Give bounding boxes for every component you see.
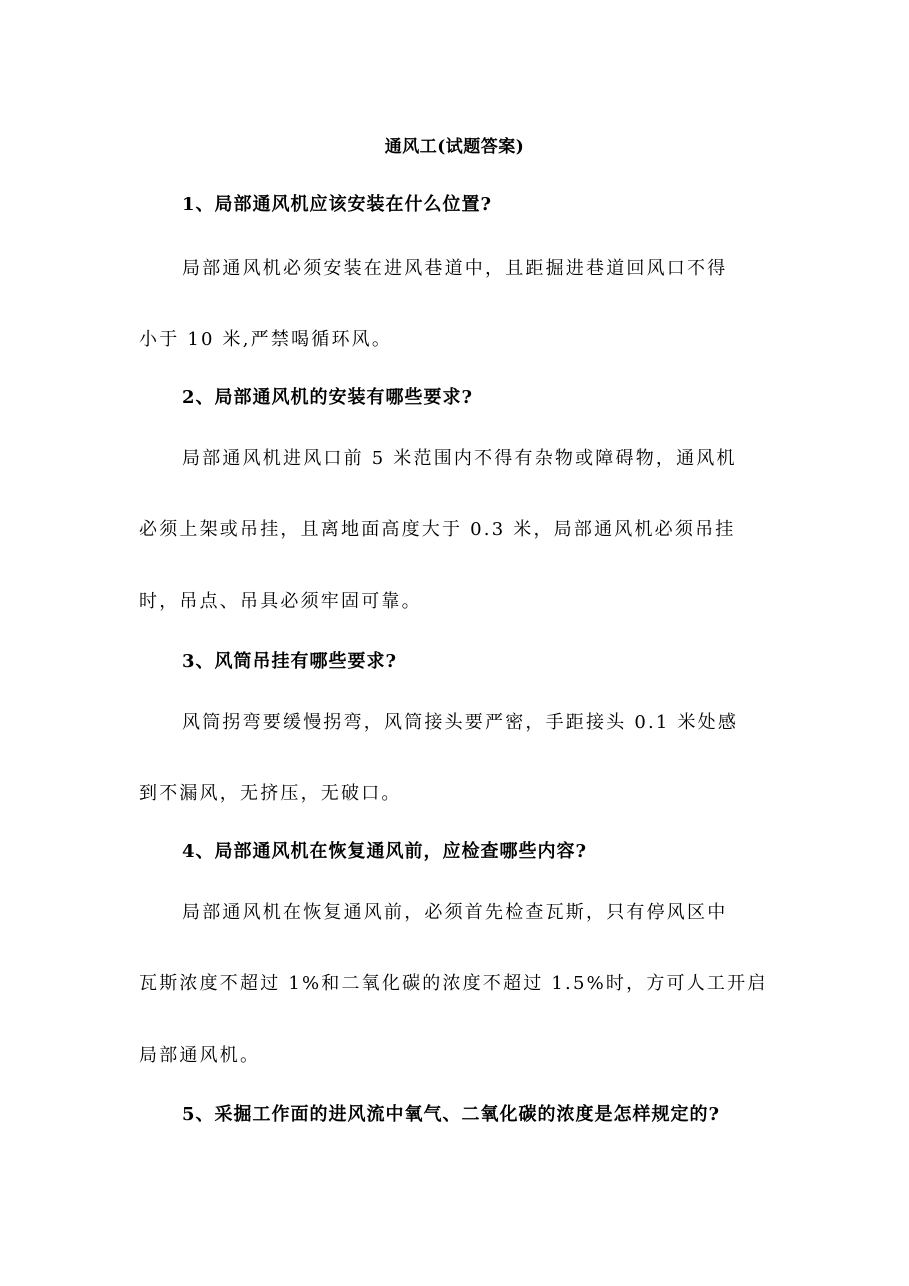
answer-1-line-2: 小于 10 米,严禁喝循环风。	[139, 329, 393, 350]
answer-4-line-2: 瓦斯浓度不超过 1%和二氧化碳的浓度不超过 1.5%时，方可人工开启	[139, 973, 768, 994]
answer-1-line-1: 局部通风机必须安装在进风巷道中，且距掘进巷道回风口不得	[182, 258, 728, 279]
question-1: 1、局部通风机应该安装在什么位置?	[182, 194, 493, 215]
question-2: 2、局部通风机的安装有哪些要求?	[182, 387, 474, 408]
question-3: 3、风筒吊挂有哪些要求?	[182, 651, 398, 672]
answer-2-line-2: 必须上架或吊挂，且离地面高度大于 0.3 米，局部通风机必须吊挂	[139, 519, 736, 540]
question-5: 5、采掘工作面的进风流中氧气、二氧化碳的浓度是怎样规定的?	[182, 1104, 721, 1125]
answer-3-line-2: 到不漏风，无挤压，无破口。	[139, 783, 402, 804]
question-4: 4、局部通风机在恢复通风前，应检查哪些内容?	[182, 841, 588, 862]
answer-4-line-3: 局部通风机。	[139, 1045, 261, 1066]
answer-3-line-1: 风筒拐弯要缓慢拐弯，风筒接头要严密，手距接头 0.1 米处感	[182, 712, 739, 733]
document-title: 通风工(试题答案)	[384, 137, 525, 157]
answer-2-line-3: 时，吊点、吊具必须牢固可靠。	[139, 591, 422, 612]
answer-4-line-1: 局部通风机在恢复通风前，必须首先检查瓦斯，只有停风区中	[182, 902, 728, 923]
answer-2-line-1: 局部通风机进风口前 5 米范围内不得有杂物或障碍物，通风机	[182, 448, 737, 469]
